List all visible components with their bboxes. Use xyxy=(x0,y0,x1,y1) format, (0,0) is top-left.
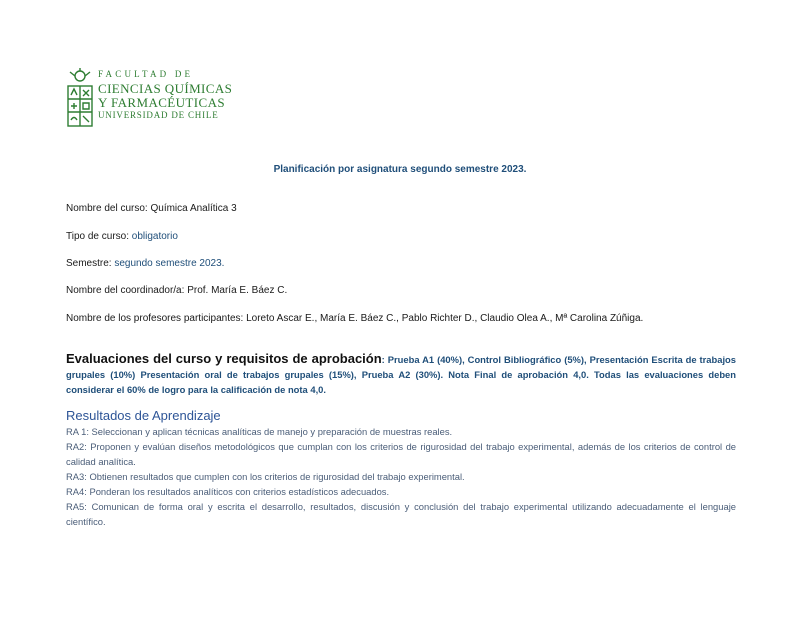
course-type-row xyxy=(66,231,178,242)
learning-outcomes-list xyxy=(66,424,736,529)
semester-value: segundo semestre 2023. xyxy=(114,258,225,269)
faculty-logo xyxy=(66,68,256,134)
page-title: Planificación por asignatura segundo semestre 2023. xyxy=(273,164,527,175)
logo-wordmark xyxy=(98,68,232,120)
course-name-value: Química Analítica 3 xyxy=(150,203,237,214)
learning-outcome-item: RA 1: Seleccionan y aplican técnicas analíticas de manejo y preparación de muestras reales. xyxy=(66,426,453,437)
course-type-label: Tipo de curso: xyxy=(66,231,132,242)
learning-outcomes-heading: Resultados de Aprendizaje xyxy=(66,408,221,423)
university-shield-icon xyxy=(66,68,94,130)
evaluations-heading: Evaluaciones del curso y requisitos de aprobación xyxy=(66,351,382,366)
course-type-value: obligatorio xyxy=(131,231,178,242)
course-name-row xyxy=(66,203,237,214)
learning-outcome-item: RA2: Proponen y evalúan diseños metodológicos que cumplan con los criterios de rigurosidad del trabajo experimental, además de los criterios de control de calidad analítica. xyxy=(66,441,736,467)
learning-outcome-item: RA5: Comunican de forma oral y escrita el desarrollo, resultados, discusión y conclusión del trabajo experimental utilizando adecuadamente el lenguaje científico. xyxy=(66,501,736,527)
logo-line-university: UNIVERSIDAD DE CHILE xyxy=(98,110,219,120)
evaluations-colon: : xyxy=(381,354,388,365)
coordinator-value: Prof. María E. Báez C. xyxy=(187,285,288,296)
evaluations-paragraph xyxy=(66,351,736,397)
professors-label: Nombre de los profesores participantes: xyxy=(66,313,247,324)
logo-line-faculty: FACULTAD DE xyxy=(98,69,194,79)
logo-line-pharma: Y FARMACÉUTICAS xyxy=(98,95,225,110)
evaluations-body: Prueba A1 (40%), Control Bibliográfico (5%), Presentación Escrita de trabajos grupales (10%) Presentación oral de trabajos grupales (15%), Prueba A2 (30%). Nota Final de aprobación 4,0. Todas las evaluaciones deben considerar el 60% de logro para la calificación de nota 4,0. xyxy=(66,354,736,395)
coordinator-label: Nombre del coordinador/a: xyxy=(66,285,188,296)
coordinator-row xyxy=(66,285,287,296)
professors-row xyxy=(66,313,643,324)
logo-line-sciences: CIENCIAS QUÍMICAS xyxy=(98,81,233,96)
learning-outcome-item: RA4: Ponderan los resultados analíticos con criterios estadísticos adecuados. xyxy=(66,486,390,497)
learning-outcome-item: RA3: Obtienen resultados que cumplen con los criterios de rigurosidad del trabajo experimental. xyxy=(66,471,465,482)
semester-label: Semestre: xyxy=(66,258,115,269)
course-name-label: Nombre del curso: xyxy=(66,203,151,214)
semester-row xyxy=(66,258,224,269)
professors-value: Loreto Ascar E., María E. Báez C., Pablo Richter D., Claudio Olea A., Mª Carolina Zúñiga. xyxy=(246,313,644,324)
